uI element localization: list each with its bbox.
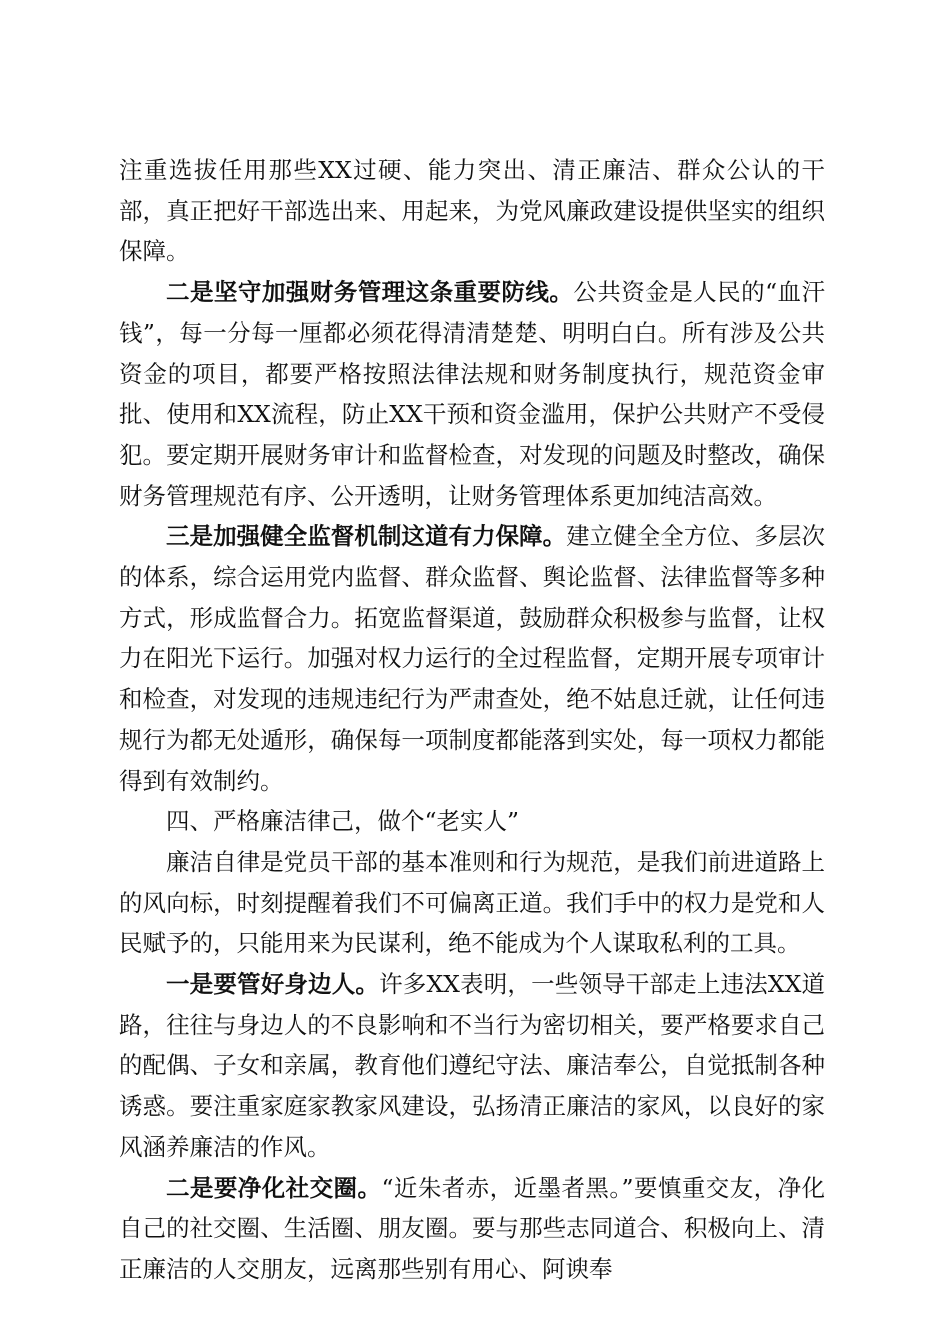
paragraph-text: 公共资金是人民的“血汗钱”，每一分每一厘都必须花得清清楚楚、明明白白。所有涉及公共资金的项目，都要严格按照法律法规和财务制度执行，规范资金审批、使用和XX流程，防止XX干预和资金滥用，保护公共财产不受侵犯。要定期开展财务审计和监督检查，对发现的问题及时整改，确保财务管理规范有序、公开透明，让财务管理体系更加纯洁高效。 (119, 278, 826, 510)
section-heading: 四、严格廉洁律己，做个“老实人” (166, 807, 520, 836)
paragraph-text: 注重选拔任用那些XX过硬、能力突出、清正廉洁、群众公认的干部，真正把好干部选出来、用起来，为党风廉政建设提供坚实的组织保障。 (119, 156, 825, 266)
paragraph-text: 廉洁自律是党员干部的基本准则和行为规范，是我们前进道路上的风向标，时刻提醒着我们不可偏离正道。我们手中的权力是党和人民赋予的，只能用来为民谋利，绝不能成为个人谋取私利的工具。 (119, 847, 825, 958)
paragraph-1 (119, 150, 825, 272)
document-body (119, 150, 825, 1290)
paragraph-7 (119, 1168, 825, 1290)
paragraph-text: 许多XX表明，一些领导干部走上违法XX道路，往往与身边人的不良影响和不当行为密切相关，要严格要求自己的配偶、子女和亲属，教育他们遵纪守法、廉洁奉公，自觉抵制各种诱惑。要注重家庭家教家风建设，弘扬清正廉洁的家风，以良好的家风涵养廉洁的作风。 (119, 970, 826, 1161)
paragraph-lead: 二是坚守加强财务管理这条重要防线。 (166, 278, 574, 307)
paragraph-text: 建立健全全方位、多层次的体系，综合运用党内监督、群众监督、舆论监督、法律监督等多种方式，形成监督合力。拓宽监督渠道，鼓励群众积极参与监督，让权力在阳光下运行。加强对权力运行的全过程监督，定期开展专项审计和检查，对发现的违规违纪行为严肃查处，绝不姑息迁就，让任何违规行为都无处遁形，确保每一项制度都能落到实处，每一项权力都能得到有效制约。 (119, 522, 826, 795)
paragraph-text: “近朱者赤，近墨者黑。”要慎重交友，净化自己的社交圈、生活圈、朋友圈。要与那些志同道合、积极向上、清正廉洁的人交朋友，远离那些别有用心、阿谀奉 (119, 1173, 826, 1283)
paragraph-lead: 三是加强健全监督机制这道有力保障。 (166, 522, 567, 551)
paragraph-lead: 二是要净化社交圈。 (166, 1173, 382, 1202)
paragraph-2 (119, 272, 825, 516)
paragraph-lead: 一是要管好身边人。 (166, 970, 380, 999)
paragraph-5 (119, 842, 825, 964)
paragraph-3 (119, 516, 825, 801)
paragraph-6 (119, 964, 825, 1168)
